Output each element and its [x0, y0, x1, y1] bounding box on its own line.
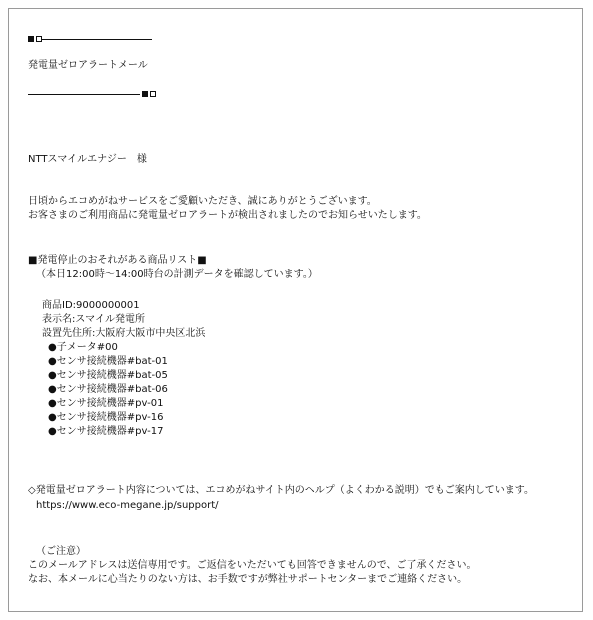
device-item: ●子メータ#00 [48, 342, 118, 353]
help-link[interactable] [36, 499, 219, 512]
device-item: ●センサ接続機器#pv-01 [48, 398, 164, 409]
notice-line-2: なお、本メールに心当たりのない方は、お手数ですが弊社サポートセンターまでご連絡ください。 [28, 574, 468, 585]
product-list-title: ■発電停止のおそれがある商品リスト■ [28, 255, 207, 266]
notice-line-1: このメールアドレスは送信専用です。ご返信をいただいても回答できませんので、ご了承ください。 [28, 560, 477, 571]
greeting-line-2: お客さまのご利用商品に発電量ゼロアラートが検出されましたのでお知らせいたします。 [28, 210, 427, 221]
notice-title: （ご注意） [36, 546, 86, 557]
divider [28, 94, 140, 95]
device-item: ●センサ接続機器#bat-01 [48, 356, 168, 367]
filled-square-icon [28, 36, 34, 42]
device-item: ●センサ接続機器#pv-16 [48, 412, 164, 423]
product-id: 商品ID:9000000001 [42, 300, 140, 311]
device-item: ●センサ接続機器#pv-17 [48, 426, 164, 437]
open-square-icon [150, 91, 156, 97]
greeting-line-1: 日頃からエコめがねサービスをご愛顧いただき、誠にありがとうございます。 [28, 196, 377, 207]
display-name: 表示名:スマイル発電所 [42, 314, 145, 325]
header-decoration-top [28, 33, 152, 46]
product-list-note: （本日12:00時～14:00時台の計測データを確認しています。） [36, 269, 318, 280]
device-item: ●センサ接続機器#bat-06 [48, 384, 168, 395]
installation-address: 設置先住所:大阪府大阪市中央区北浜 [42, 328, 206, 339]
filled-square-icon [142, 91, 148, 97]
help-text: ◇発電量ゼロアラート内容については、エコめがねサイト内のヘルプ（よくわかる説明）でもご案内しています。 [28, 485, 534, 496]
recipient-name: NTTスマイルエナジー 様 [28, 154, 147, 165]
device-item: ●センサ接続機器#bat-05 [48, 370, 168, 381]
mail-title: 発電量ゼロアラートメール [28, 60, 148, 71]
support-url-link[interactable]: https://www.eco-megane.jp/support/ [36, 500, 219, 511]
header-decoration-bottom [28, 88, 156, 101]
divider [42, 39, 152, 40]
